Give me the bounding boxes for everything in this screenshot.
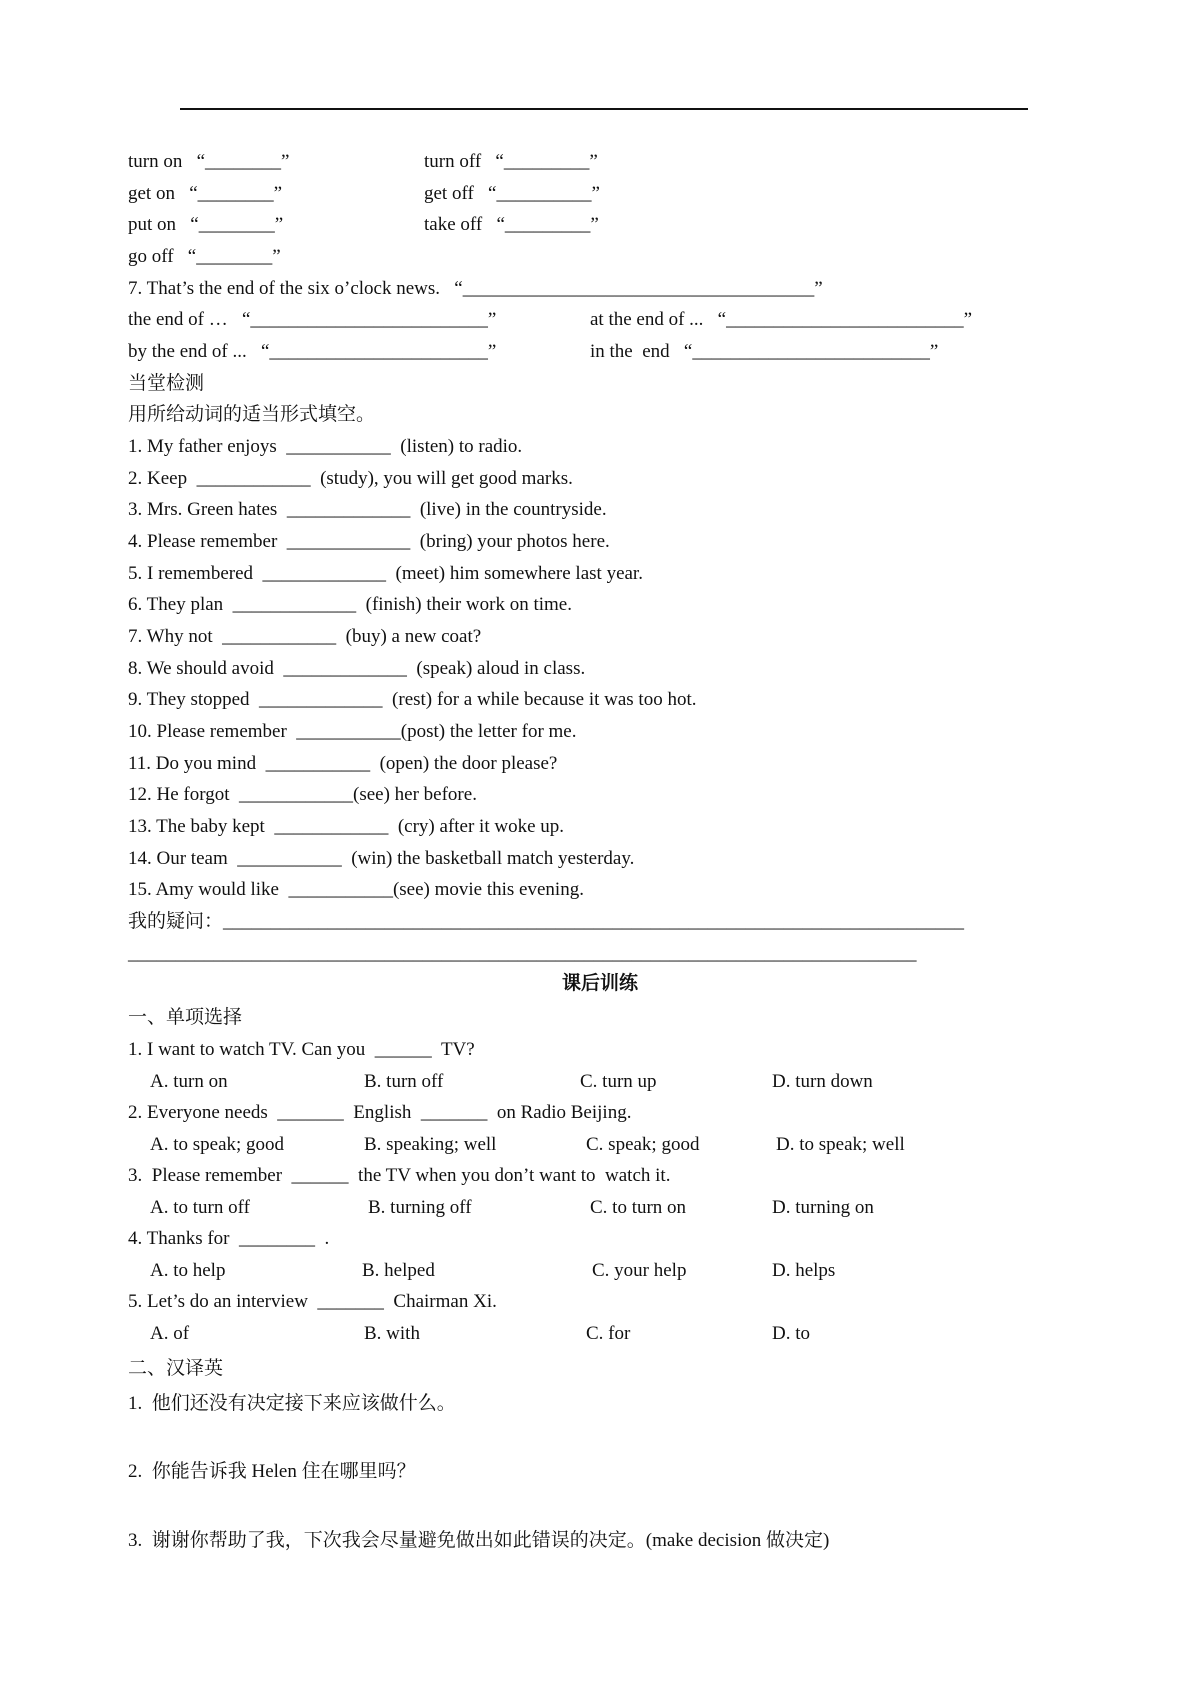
phrase-go-off: go off “________”	[128, 246, 281, 267]
mc-option-c: C. for	[586, 1323, 631, 1344]
mc-option-c: C. speak; good	[586, 1134, 700, 1155]
my-questions: 我的疑问：______________________________________________________________________________	[128, 911, 965, 932]
check-item: 4. Please remember _____________ (bring) your photos here.	[128, 531, 610, 552]
mc-option-c: C. to turn on	[590, 1197, 687, 1218]
mc-option-d: D. turning on	[772, 1197, 874, 1218]
mc-option-a: A. to help	[150, 1260, 226, 1281]
check-item: 12. He forgot ____________(see) her before.	[128, 784, 477, 805]
phrase-at-the-end-of: at the end of ... “_________________________”	[590, 309, 973, 330]
mc-option-b: B. turn off	[364, 1071, 444, 1092]
translate-item: 1. 他们还没有决定接下来应该做什么。	[128, 1393, 456, 1414]
phrase-take-off: take off “_________”	[424, 214, 599, 235]
mc-option-a: A. to turn off	[150, 1197, 250, 1218]
section-translation: 二、汉译英	[128, 1358, 224, 1379]
phrase-turn-off: turn off “_________”	[424, 151, 598, 172]
check-item: 10. Please remember ___________(post) the letter for me.	[128, 721, 577, 742]
phrase-in-the-end: in the end “_________________________”	[590, 341, 939, 362]
phrase-turn-on: turn on “________”	[128, 151, 290, 172]
section-title-after-class: 课后训练	[561, 973, 638, 994]
mc-option-a: A. to speak; good	[150, 1134, 285, 1155]
sentence-7: 7. That’s the end of the six o’clock news. “_____________________________________”	[128, 278, 823, 299]
phrase-the-end-of: the end of … “_________________________”	[128, 309, 497, 330]
check-item: 14. Our team ___________ (win) the basketball match yesterday.	[128, 848, 635, 869]
mc-option-d: D. turn down	[772, 1071, 873, 1092]
phrase-get-on: get on “________”	[128, 183, 283, 204]
check-item: 5. I remembered _____________ (meet) him somewhere last year.	[128, 563, 643, 584]
check-instruction: 用所给动词的适当形式填空。	[128, 404, 376, 425]
check-item: 9. They stopped _____________ (rest) for a while because it was too hot.	[128, 689, 697, 710]
mc-option-b: B. speaking; well	[364, 1134, 497, 1155]
check-item: 1. My father enjoys ___________ (listen) to radio.	[128, 436, 523, 457]
check-item: 3. Mrs. Green hates _____________ (live) in the countryside.	[128, 499, 607, 520]
mc-option-c: C. turn up	[580, 1071, 657, 1092]
mc-option-d: D. to	[772, 1323, 810, 1344]
translate-item: 2. 你能告诉我 Helen 住在哪里吗？	[128, 1461, 416, 1482]
translate-item: 3. 谢谢你帮助了我，下次我会尽量避免做出如此错误的决定。(make decision 做决定)	[128, 1530, 830, 1551]
check-item: 15. Amy would like ___________(see) movie this evening.	[128, 879, 584, 900]
mc-option-b: B. with	[364, 1323, 420, 1344]
mc-option-d: D. to speak; well	[776, 1134, 905, 1155]
mc-question: 4. Thanks for ________ .	[128, 1228, 330, 1249]
top-rule	[180, 108, 1028, 110]
mc-option-d: D. helps	[772, 1260, 836, 1281]
section-multiple-choice: 一、单项选择	[128, 1007, 243, 1028]
check-item: 2. Keep ____________ (study), you will get good marks.	[128, 468, 573, 489]
mc-option-b: B. turning off	[368, 1197, 472, 1218]
mc-question: 3. Please remember ______ the TV when you don’t want to watch it.	[128, 1165, 671, 1186]
check-item: 11. Do you mind ___________ (open) the door please?	[128, 753, 558, 774]
mc-question: 5. Let’s do an interview _______ Chairman Xi.	[128, 1291, 497, 1312]
mc-option-b: B. helped	[362, 1260, 435, 1281]
mc-option-a: A. turn on	[150, 1071, 228, 1092]
check-item: 13. The baby kept ____________ (cry) after it woke up.	[128, 816, 565, 837]
section-title-check: 当堂检测	[128, 373, 205, 394]
mc-option-a: A. of	[150, 1323, 190, 1344]
mc-question: 1. I want to watch TV. Can you ______ TV?	[128, 1039, 475, 1060]
phrase-by-the-end-of: by the end of ... “_______________________”	[128, 341, 497, 362]
mc-option-c: C. your help	[592, 1260, 687, 1281]
check-item: 7. Why not ____________ (buy) a new coat?	[128, 626, 482, 647]
my-questions-line2: ___________________________________________________________________________________	[128, 943, 917, 964]
mc-question: 2. Everyone needs _______ English _______ on Radio Beijing.	[128, 1102, 632, 1123]
phrase-put-on: put on “________”	[128, 214, 284, 235]
phrase-get-off: get off “__________”	[424, 183, 600, 204]
check-item: 6. They plan _____________ (finish) their work on time.	[128, 594, 572, 615]
check-item: 8. We should avoid _____________ (speak) aloud in class.	[128, 658, 586, 679]
